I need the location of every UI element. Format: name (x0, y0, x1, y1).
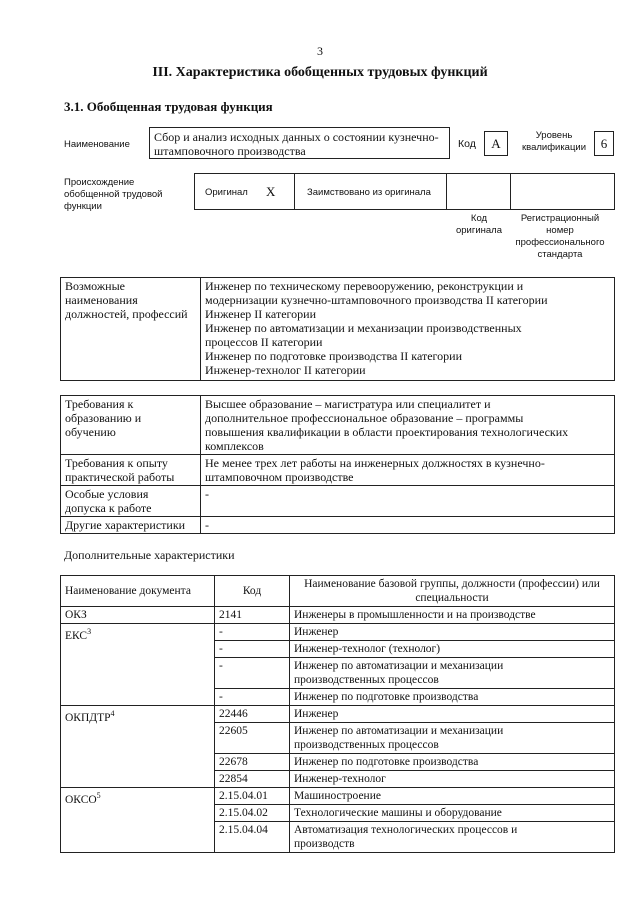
code-cell: - (215, 689, 290, 706)
position-line: Инженер по автоматизации и механизации производственных (205, 321, 522, 335)
origin-box (194, 173, 615, 210)
header-name: Наименование базовой группы, должности (профессии) или специальности (290, 576, 615, 607)
requirement-label-line: допуска к работе (65, 501, 152, 515)
table-row (61, 788, 615, 805)
code-cell: 2.15.04.01 (215, 788, 290, 805)
function-name-value: Сбор и анализ исходных данных о состоянии кузнечно-штамповочного производства (154, 130, 439, 158)
origin-label: Происхождение обобщенной трудовой функции (64, 177, 163, 212)
requirement-value (201, 486, 615, 517)
requirement-value-line: комплексов (205, 439, 264, 453)
name-cell (290, 771, 615, 788)
requirement-label-line: обучению (65, 425, 116, 439)
name-cell (290, 658, 615, 689)
additional-caption: Дополнительные характеристики (64, 548, 235, 562)
requirement-label (61, 455, 201, 486)
subsection-title: 3.1. Обобщенная трудовая функция (64, 99, 273, 114)
name-line: Инженеры в промышленности и на производстве (294, 609, 536, 621)
code-cell: 22854 (215, 771, 290, 788)
footnote-ref: 3 (87, 627, 92, 636)
footnote-ref: 5 (96, 791, 101, 800)
requirement-label (61, 396, 201, 455)
name-line: Инженер-технолог (технолог) (294, 643, 441, 655)
code-cell: 22605 (215, 723, 290, 754)
document-name-text: ЕКС (65, 629, 88, 642)
requirement-label-line: образованию и (65, 411, 142, 425)
name-label: Наименование (64, 139, 130, 150)
requirement-row (61, 396, 615, 455)
document-name (61, 624, 215, 706)
code-cell: 2.15.04.04 (215, 822, 290, 853)
position-line: Инженер по техническому перевооружению, реконструкции и (205, 279, 524, 293)
code-cell: - (215, 624, 290, 641)
requirement-value-line: повышения квалификации в области проектирования технологических (205, 425, 569, 439)
additional-table (60, 575, 615, 853)
origin-divider-2 (446, 174, 447, 209)
name-cell (290, 805, 615, 822)
header-document: Наименование документа (61, 576, 215, 607)
requirement-value-line: Высшее образование – магистратура или специалитет и (205, 397, 491, 411)
requirement-label-line: практической работы (65, 470, 175, 484)
name-line: Инженер (294, 708, 339, 720)
requirement-row (61, 455, 615, 486)
requirement-value-line: - (205, 487, 209, 501)
requirement-value-line: дополнительное профессиональное образование – программы (205, 411, 524, 425)
requirement-label-line: Требования к (65, 397, 134, 411)
name-line: производственных процессов (294, 739, 439, 751)
position-line: процессов II категории (205, 335, 323, 349)
code-cell: 2.15.04.02 (215, 805, 290, 822)
name-line: Инженер по автоматизации и механизации (294, 660, 504, 672)
requirement-value-line: Не менее трех лет работы на инженерных должностях в кузнечно- (205, 456, 545, 470)
level-label: Уровень квалификации (521, 130, 587, 153)
requirement-label-line: Другие характеристики (65, 518, 186, 532)
requirement-value-line: - (205, 518, 209, 532)
position-line: Инженер II категории (205, 307, 316, 321)
section-title: III. Характеристика обобщенных трудовых функций (152, 65, 488, 80)
level-value: 6 (600, 135, 608, 151)
name-line: Инженер по подготовке производства (294, 691, 479, 703)
table-row (61, 706, 615, 723)
positions-table (60, 277, 615, 381)
reg-number-label: Регистрационный номер профессионального стандарта (515, 213, 605, 260)
function-name-box (149, 127, 450, 159)
name-cell (290, 641, 615, 658)
requirement-value (201, 517, 615, 534)
name-cell (290, 822, 615, 853)
level-value-box (594, 131, 614, 156)
requirement-value-line: штамповочном производстве (205, 470, 354, 484)
document-name (61, 607, 215, 624)
name-cell (290, 754, 615, 771)
name-cell (290, 788, 615, 805)
document-name-text: ОКЗ (65, 609, 87, 621)
name-line: Инженер-технолог (294, 773, 386, 785)
name-cell (290, 624, 615, 641)
code-cell: - (215, 641, 290, 658)
name-line: Технологические машины и оборудование (294, 807, 502, 819)
name-cell (290, 689, 615, 706)
code-cell: 22446 (215, 706, 290, 723)
name-line: Инженер (294, 626, 339, 638)
positions-value (201, 278, 615, 381)
code-label: Код (458, 138, 476, 150)
requirement-label (61, 517, 201, 534)
footnote-ref: 4 (110, 709, 115, 718)
code-value: А (491, 135, 501, 151)
code-original-label: Код оригинала (455, 213, 502, 236)
name-cell (290, 607, 615, 624)
requirement-row (61, 486, 615, 517)
requirements-table (60, 395, 615, 534)
requirement-label-line: Требования к опыту (65, 456, 168, 470)
position-line: Инженер-технолог II категории (205, 363, 366, 377)
positions-label: Возможные наименования должностей, профессий (61, 278, 201, 381)
requirement-value (201, 455, 615, 486)
requirement-label (61, 486, 201, 517)
document-name (61, 788, 215, 853)
name-line: производств (294, 838, 355, 850)
position-line: модернизации кузнечно-штамповочного производства II категории (205, 293, 548, 307)
page-number: 3 (317, 44, 323, 58)
original-label: Оригинал (205, 187, 248, 198)
name-cell (290, 706, 615, 723)
requirement-value (201, 396, 615, 455)
name-line: Автоматизация технологических процессов и (294, 824, 518, 836)
code-cell: 2141 (215, 607, 290, 624)
code-value-box (484, 131, 508, 156)
origin-divider-1 (294, 174, 295, 209)
borrowed-label: Заимствовано из оригинала (307, 187, 431, 198)
name-cell (290, 723, 615, 754)
header-code: Код (215, 576, 290, 607)
document-name (61, 706, 215, 788)
origin-divider-3 (510, 174, 511, 209)
requirement-row (61, 517, 615, 534)
name-line: производственных процессов (294, 674, 439, 686)
name-line: Инженер по подготовке производства (294, 756, 479, 768)
name-line: Машиностроение (294, 790, 381, 802)
document-name-text: ОКСО (65, 793, 97, 806)
original-mark: X (266, 184, 276, 199)
position-line: Инженер по подготовке производства II категории (205, 349, 462, 363)
requirement-label-line: Особые условия (65, 487, 149, 501)
table-row (61, 607, 615, 624)
name-line: Инженер по автоматизации и механизации (294, 725, 504, 737)
code-cell: - (215, 658, 290, 689)
table-row (61, 624, 615, 641)
code-cell: 22678 (215, 754, 290, 771)
document-name-text: ОКПДТР (65, 711, 111, 724)
